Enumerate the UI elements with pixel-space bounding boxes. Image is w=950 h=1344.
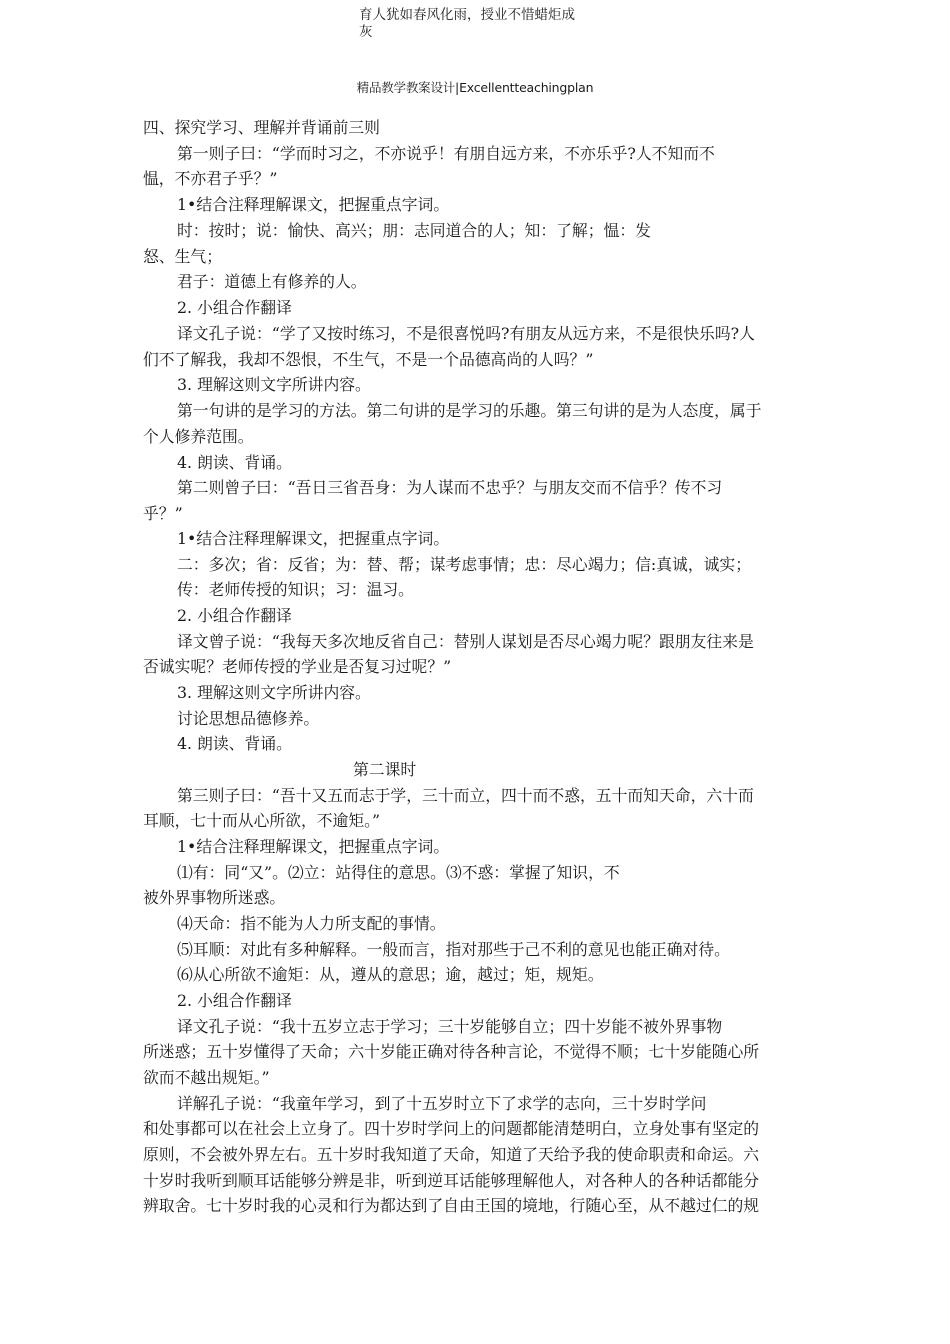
text-line: 否诚实呢？老师传授的学业是否复习过呢？” xyxy=(143,657,452,676)
text-line: 所迷惑；五十岁懂得了天命；六十岁能正确对待各种言论，不觉得不顺；七十岁能随心所 xyxy=(143,1042,760,1061)
text-line: 被外界事物所迷惑。 xyxy=(143,888,286,907)
text-line: ⑷天命：指不能为人力所支配的事情。 xyxy=(177,914,446,933)
text-line: 二：多次；省：反省；为：替、帮；谋考虑事情；忠：尽心竭力；信:真诚，诚实； xyxy=(177,555,752,574)
text-line: 欲而不越出规矩。” xyxy=(143,1068,270,1087)
text-line: 时：按时；说：愉快、高兴；朋：志同道合的人；知：了解；愠：发 xyxy=(177,221,651,240)
text-line: 3. 理解这则文字所讲内容。 xyxy=(177,375,371,394)
text-line: 和处事都可以在社会上立身了。四十岁时学问上的问题都能清楚明白，立身处事有坚定的 xyxy=(143,1119,760,1138)
text-line: 耳顺，七十而从心所欲，不逾矩。” xyxy=(143,811,381,830)
text-line: 个人修养范围。 xyxy=(143,427,254,446)
text-line: 辨取舍。七十岁时我的心灵和行为都达到了自由王国的境地，行随心至，从不越过仁的规 xyxy=(143,1196,760,1215)
text-line: 第一则子曰：“学而时习之，不亦说乎！有朋自远方来，不亦乐乎?人不知而不 xyxy=(177,144,715,163)
text-line: 1•结合注释理解课文，把握重点字词。 xyxy=(177,529,450,548)
text-line: 第一句讲的是学习的方法。第二句讲的是学习的乐趣。第三句讲的是为人态度，属于 xyxy=(177,401,762,420)
header-motto-line-2: 灰 xyxy=(359,24,373,40)
text-line: 详解孔子说：“我童年学习，到了十五岁时立下了求学的志向，三十岁时学问 xyxy=(177,1094,707,1113)
text-line: 第二则曾子曰：“吾日三省吾身：为人谋而不忠乎？与朋友交而不信乎？传不习 xyxy=(177,478,723,497)
text-line: 译文孔子说：“学了又按时练习，不是很喜悦吗?有朋友从远方来，不是很快乐吗?人 xyxy=(177,324,755,343)
text-line: 译文孔子说：“我十五岁立志于学习；三十岁能够自立；四十岁能不被外界事物 xyxy=(177,1017,723,1036)
text-line: 传：老师传授的知识；习：温习。 xyxy=(177,580,414,599)
text-line: ⑴有：同“又”。⑵立：站得住的意思。⑶不惑：掌握了知识，不 xyxy=(177,863,620,882)
text-line: 第三则子曰：“吾十又五而志于学，三十而立，四十而不惑，五十而知天命，六十而 xyxy=(177,786,754,805)
text-line: 愠，不亦君子乎？” xyxy=(143,169,278,188)
text-line: 2. 小组合作翻译 xyxy=(177,991,292,1010)
text-line: 译文曾子说：“我每天多次地反省自己：替别人谋划是否尽心竭力呢？跟朋友往来是 xyxy=(177,632,754,651)
text-line: 1•结合注释理解课文，把握重点字词。 xyxy=(177,837,450,856)
text-line: 4. 朗读、背诵。 xyxy=(177,734,292,753)
text-line: 十岁时我听到顺耳话能够分辨是非，听到逆耳话能够理解他人，对各种人的各种话都能分 xyxy=(143,1171,760,1190)
text-line: 2. 小组合作翻译 xyxy=(177,298,292,317)
text-line: 原则，不会被外界左右。五十岁时我知道了天命，知道了天给予我的使命职责和命运。六 xyxy=(143,1145,760,1164)
text-line: ⑸耳顺：对此有多种解释。一般而言，指对那些于己不利的意见也能正确对待。 xyxy=(177,940,730,959)
document-subtitle: 精品教学教案设计|Excellentteachingplan xyxy=(356,80,594,95)
text-line: 2. 小组合作翻译 xyxy=(177,606,292,625)
section-heading: 第二课时 xyxy=(353,760,417,779)
text-line: 3. 理解这则文字所讲内容。 xyxy=(177,683,371,702)
text-line: 1•结合注释理解课文，把握重点字词。 xyxy=(177,195,450,214)
text-line: 乎？” xyxy=(143,504,183,523)
text-line: 们不了解我，我却不怨恨，不生气，不是一个品德高尚的人吗？” xyxy=(143,350,594,369)
text-line: 君子：道德上有修养的人。 xyxy=(177,272,367,291)
text-line: 怒、生气； xyxy=(143,247,222,266)
header-motto-line-1: 育人犹如春风化雨，授业不惜蜡炬成 xyxy=(359,7,575,23)
text-line: 4. 朗读、背诵。 xyxy=(177,453,292,472)
text-line: ⑹从心所欲不逾矩：从，遵从的意思；逾，越过；矩，规矩。 xyxy=(177,965,604,984)
text-line: 讨论思想品德修养。 xyxy=(177,709,320,728)
text-line: 四、探究学习、理解并背诵前三则 xyxy=(143,118,380,137)
